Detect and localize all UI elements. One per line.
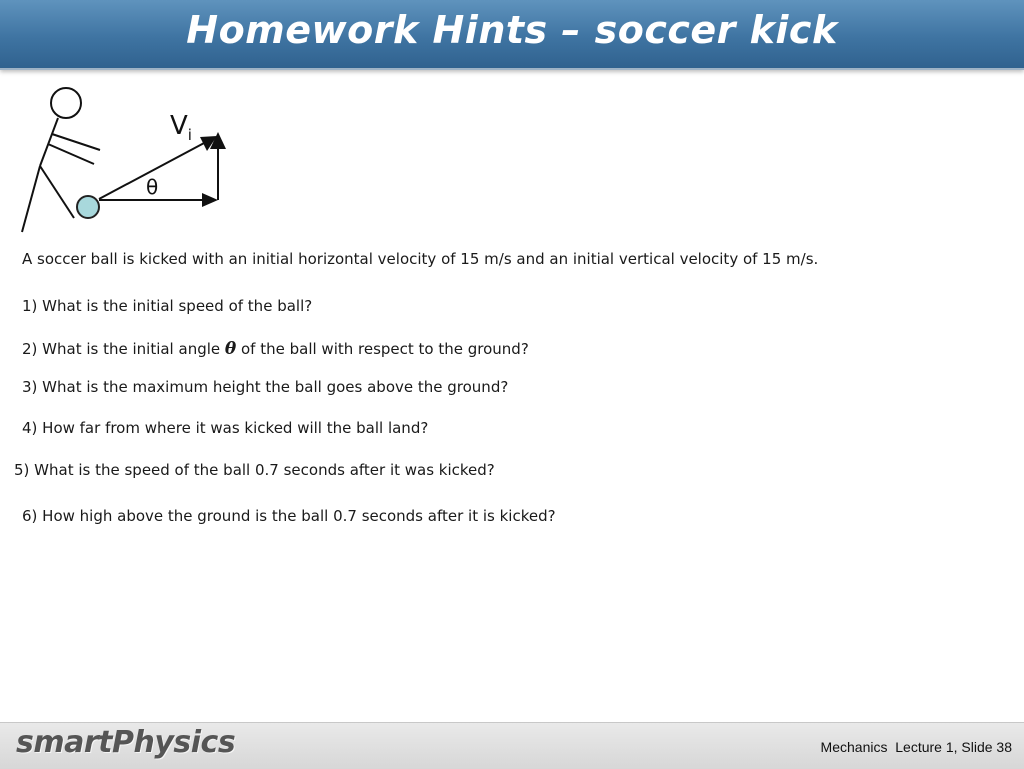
question-2 [22, 339, 529, 359]
soccer-ball [77, 196, 99, 218]
question-2-start: 2) What is the initial angle [22, 340, 225, 358]
slide-title: Homework Hints – soccer kick [186, 8, 838, 52]
smartphysics-logo: smartPhysics [16, 725, 236, 760]
velocity-vectors [99, 132, 226, 207]
horizontal-arrowhead [202, 193, 218, 207]
figure-arm [52, 134, 100, 150]
question-4: 4) How far from where it was kicked will the ball land? [22, 419, 429, 437]
question-1: 1) What is the initial speed of the ball? [22, 297, 313, 315]
soccer-kick-diagram [10, 82, 240, 242]
figure-arm [48, 144, 94, 164]
title-bar [0, 0, 1024, 70]
problem-statement: A soccer ball is kicked with an initial horizontal velocity of 15 m/s and an initial vertical velocity of 15 m/s. [22, 250, 819, 268]
theta-symbol: θ [224, 339, 237, 359]
angle-label: θ [146, 175, 159, 199]
figure-leg [22, 166, 40, 232]
figure-torso [40, 118, 58, 166]
slide-number: Mechanics Lecture 1, Slide 38 [820, 739, 1012, 755]
question-5: 5) What is the speed of the ball 0.7 seconds after it was kicked? [14, 461, 495, 479]
figure-head [51, 88, 81, 118]
question-6: 6) How high above the ground is the ball 0.7 seconds after it is kicked? [22, 507, 556, 525]
figure-leg [40, 166, 74, 218]
question-2-end: of the ball with respect to the ground? [236, 340, 529, 358]
footer-bar [0, 722, 1024, 769]
velocity-label: $V_i$ [170, 111, 192, 144]
question-3: 3) What is the maximum height the ball goes above the ground? [22, 378, 509, 396]
